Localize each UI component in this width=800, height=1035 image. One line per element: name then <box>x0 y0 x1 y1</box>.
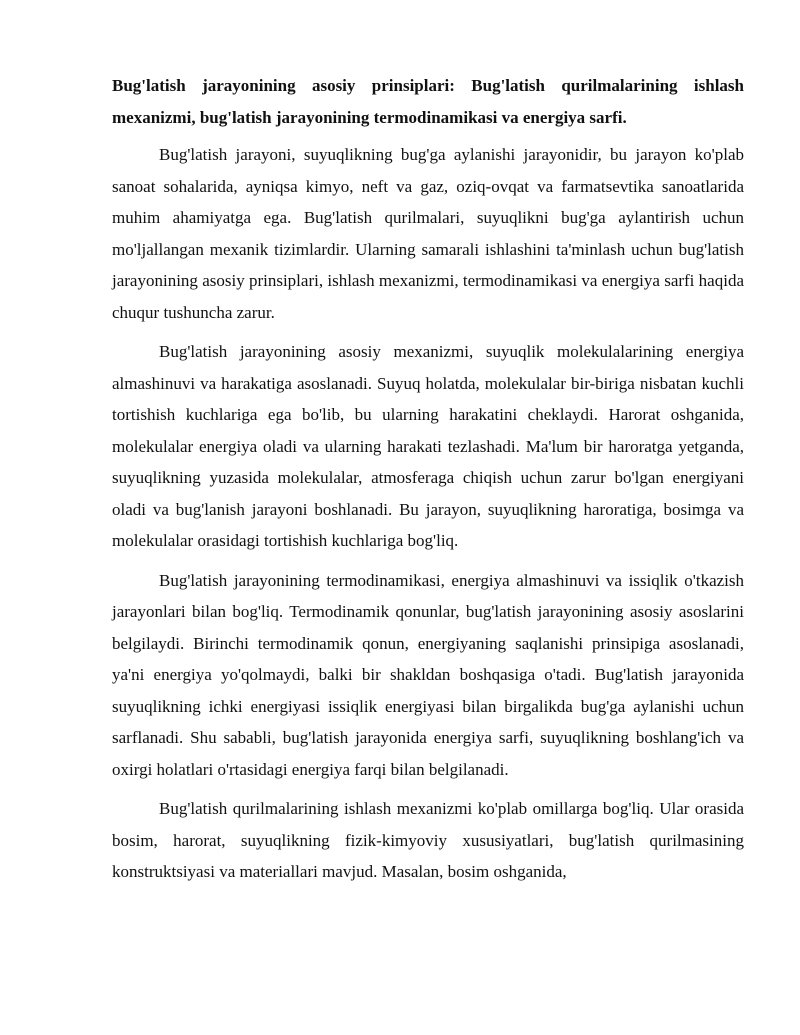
paragraph-2: Bug'latish jarayonining asosiy mexanizmi, suyuqlik molekulalarining energiya almashinuvi va harakatiga asoslanadi. Suyuq holatda, molekulalar bir-biriga nisbatan kuchli tortishish kuchlariga ega bo'lib, bu ularning harakatini cheklaydi. Harorat oshganida, molekulalar energiya oladi va ularning harakati tezlashadi. Ma'lum bir haroratga yetganda, suyuqlikning yuzasida molekulalar, atmosferaga chiqish uchun zarur bo'lgan energiyani oladi va bug'lanish jarayoni boshlanadi. Bu jarayon, suyuqlikning haroratiga, bosimga va molekulalar orasidagi tortishish kuchlariga bog'liq. <box>112 342 744 550</box>
paragraph-3: Bug'latish jarayonining termodinamikasi, energiya almashinuvi va issiqlik o'tkazish jarayonlari bilan bog'liq. Termodinamik qonunlar, bug'latish jarayonining asosiy asoslarini belgilaydi. Birinchi termodinamik qonun, energiyaning saqlanishi prinsipiga asoslanadi, ya'ni energiya yo'qolmaydi, balki bir shakldan boshqasiga o'tadi. Bug'latish jarayonida suyuqlikning ichki energiyasi issiqlik energiyasi bilan birgalikda bug'ga aylanishi uchun sarflanadi. Shu sababli, bug'latish jarayonida energiya sarfi, suyuqlikning boshlang'ich va oxirgi holatlari o'rtasidagi energiya farqi bilan belgilanadi. <box>112 570 744 779</box>
document-heading: Bug'latish jarayonining asosiy prinsiplari: Bug'latish qurilmalarining ishlash mexanizmi, bug'latish jarayonining termodinamikasi va energiya sarfi. <box>112 76 744 127</box>
paragraph-1: Bug'latish jarayoni, suyuqlikning bug'ga aylanishi jarayonidir, bu jarayon ko'plab sanoat sohalarida, ayniqsa kimyo, neft va gaz, oziq-ovqat va farmatsevtika sanoatlarida muhim ahamiyatga ega. Bug'latish qurilmalari, suyuqlikni bug'ga aylantirish uchun mo'ljallangan mexanik tizimlardir. Ularning samarali ishlashini ta'minlash uchun bug'latish jarayonining asosiy prinsiplari, ishlash mexanizmi, termodinamikasi va energiya sarfi haqida chuqur tushuncha zarur. <box>112 145 744 322</box>
document-body <box>112 70 744 896</box>
paragraph-4: Bug'latish qurilmalarining ishlash mexanizmi ko'plab omillarga bog'liq. Ular orasida bosim, harorat, suyuqlikning fizik-kimyoviy xususiyatlari, bug'latish qurilmasining konstruktsiyasi va materiallari mavjud. Masalan, bosim oshganida, <box>112 799 744 881</box>
